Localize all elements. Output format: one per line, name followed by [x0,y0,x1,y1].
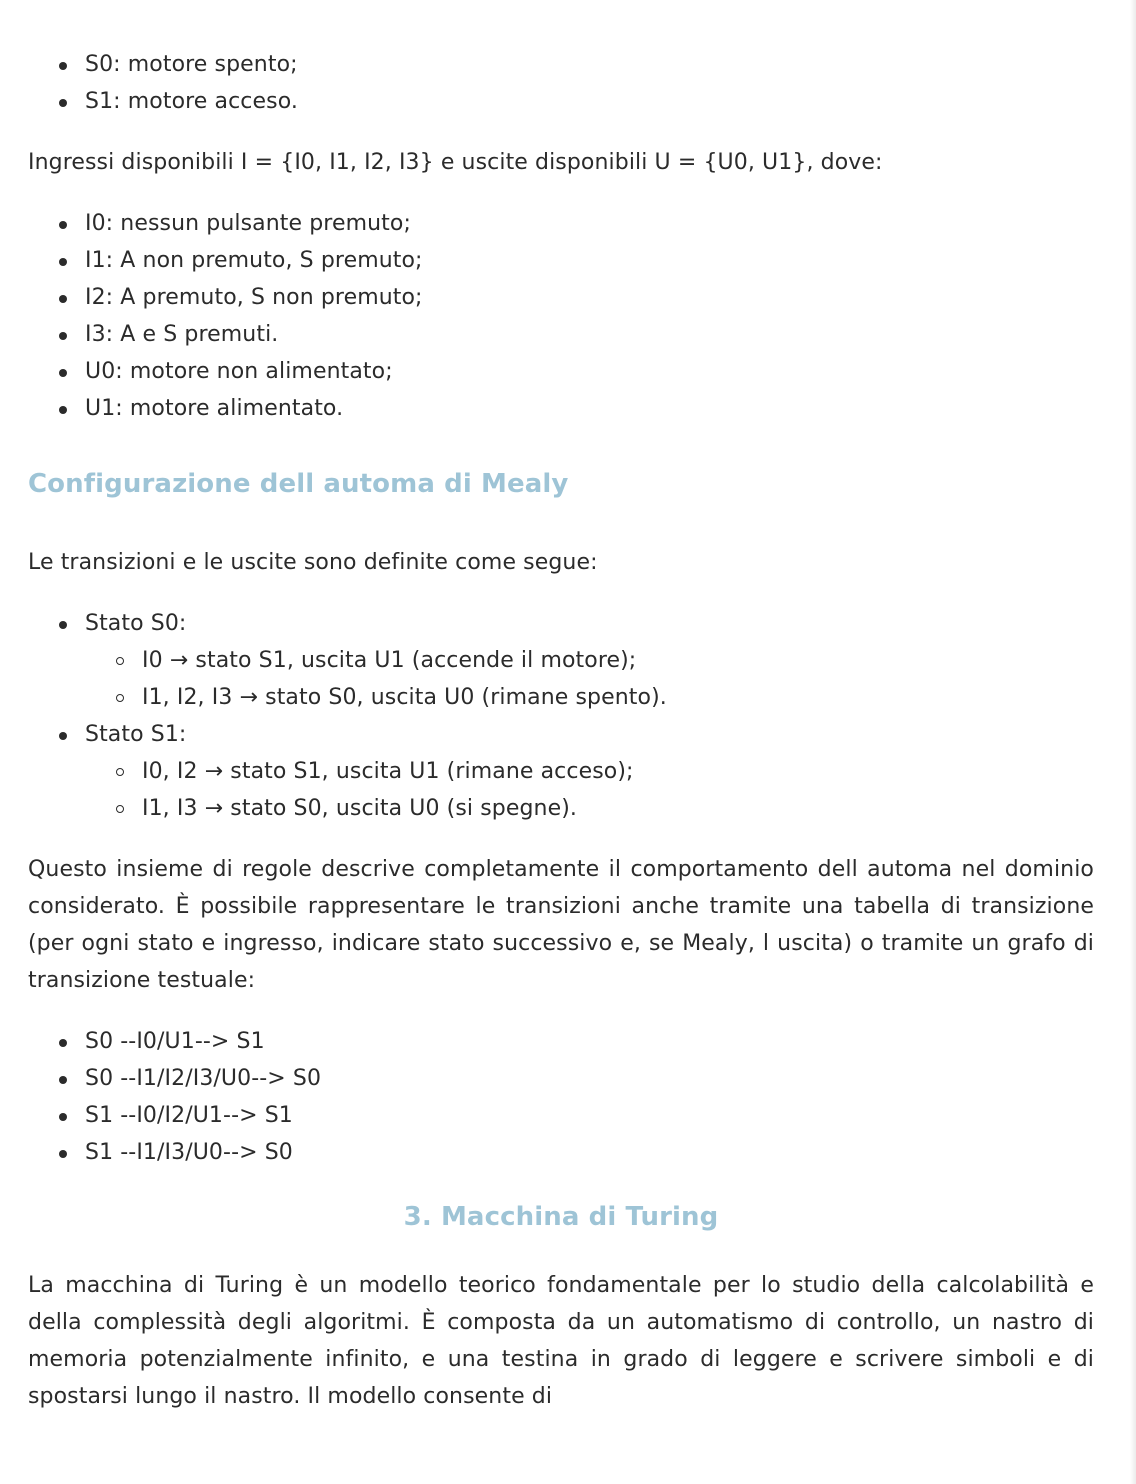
section-heading-mealy: Configurazione dell automa di Mealy [28,469,569,499]
transitions-intro-paragraph: Le transizioni e le uscite sono definite come segue: [28,550,598,575]
list-item: S1 --I1/I3/U0--> S0 [85,1134,1094,1171]
section-heading-turing: 3. Macchina di Turing [403,1202,719,1232]
io-intro-paragraph: Ingressi disponibili I = {I0, I1, I2, I3} e uscite disponibili U = {U0, U1}, dove: [28,150,883,175]
rules-paragraph: Questo insieme di regole descrive completamente il comportamento dell automa nel dominio considerato. È possibile rappresentare le transizioni anche tramite una tabella di transizione (per ogni stato e ingresso, indicare stato successivo e, se Mealy, l uscita) o tramite un grafo di transizione testuale: [28,857,1094,993]
list-item-state-s0 [85,605,1094,716]
state-label: Stato S1: [85,722,187,747]
list-item: S0 --I1/I2/I3/U0--> S0 [85,1060,1094,1097]
list-item-state-s1 [85,716,1094,827]
sub-list-item: I0, I2 → stato S1, uscita U1 (rimane acceso); [142,753,1094,790]
list-item: S0: motore spento; [85,46,1094,83]
list-item: I2: A premuto, S non premuto; [85,279,1094,316]
states-list [28,46,1094,120]
page-edge-shadow [1130,0,1136,1484]
document-page [28,46,1094,1415]
list-item: S1 --I0/I2/U1--> S1 [85,1097,1094,1134]
list-item: S0 --I0/U1--> S1 [85,1023,1094,1060]
list-item: I0: nessun pulsante premuto; [85,205,1094,242]
sub-list-item: I1, I2, I3 → stato S0, uscita U0 (rimane spento). [142,679,1094,716]
sub-list [85,642,1094,716]
turing-paragraph: La macchina di Turing è un modello teorico fondamentale per lo studio della calcolabilità e della complessità degli algoritmi. È composta da un automatismo di controllo, un nastro di memoria potenzialmente infinito, e una testina in grado di leggere e scrivere simboli e di spostarsi lungo il nastro. Il modello consente di [28,1273,1094,1409]
list-item: I1: A non premuto, S premuto; [85,242,1094,279]
sub-list-item: I1, I3 → stato S0, uscita U0 (si spegne). [142,790,1094,827]
io-list [28,205,1094,427]
list-item: S1: motore acceso. [85,83,1094,120]
list-item: U0: motore non alimentato; [85,353,1094,390]
graph-list [28,1023,1094,1171]
list-item: U1: motore alimentato. [85,390,1094,427]
list-item: I3: A e S premuti. [85,316,1094,353]
state-label: Stato S0: [85,611,187,636]
transitions-list [28,605,1094,827]
sub-list-item: I0 → stato S1, uscita U1 (accende il motore); [142,642,1094,679]
sub-list [85,753,1094,827]
